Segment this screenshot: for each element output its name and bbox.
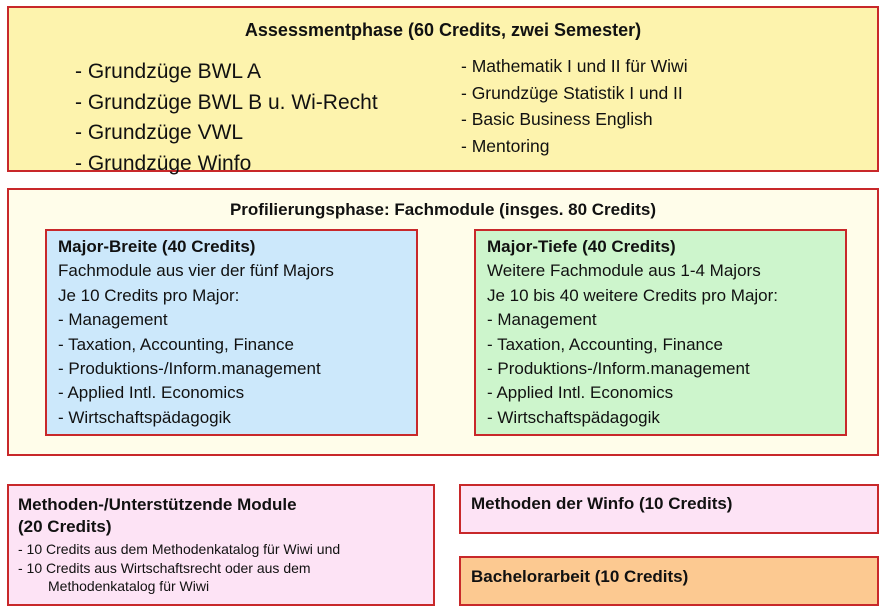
major-breite-line1: Fachmodule aus vier der fünf Majors (58, 261, 334, 281)
assessment-left-list (75, 57, 378, 179)
list-item: - Management (58, 310, 168, 330)
list-item: - Taxation, Accounting, Finance (487, 334, 723, 354)
assessment-phase-box (7, 6, 879, 175)
list-item: - Basic Business English (461, 109, 653, 129)
assessment-right-list (461, 53, 688, 159)
major-breite-line2: Je 10 Credits pro Major: (58, 285, 240, 305)
list-item: - 10 Credits aus dem Methodenkatalog für Wiwi und (18, 541, 341, 557)
winfo-title: Methoden der Winfo (10 Credits) (471, 494, 733, 513)
major-breite-box (45, 229, 418, 436)
methoden-title-line2: (20 Credits) (18, 517, 112, 536)
bachelorarbeit-box (459, 556, 879, 606)
bachelor-title: Bachelorarbeit (10 Credits) (471, 567, 689, 586)
list-item: - Grundzüge BWL A (75, 60, 261, 83)
major-tiefe-list (487, 308, 845, 430)
major-breite-title: Major-Breite (40 Credits) (58, 237, 256, 256)
list-item: - Produktions-/Inform.management (58, 359, 321, 379)
methoden-winfo-box (459, 484, 879, 534)
list-item: - Grundzüge Statistik I und II (461, 82, 683, 103)
list-item: - Grundzüge VWL (75, 121, 244, 144)
list-item: - Wirtschaftspädagogik (58, 407, 231, 427)
major-breite-list (58, 308, 416, 430)
list-item: - Applied Intl. Economics (487, 383, 674, 403)
list-item: - 10 Credits aus Wirtschaftsrecht oder aus dem (18, 559, 311, 576)
list-item: - Produktions-/Inform.management (487, 359, 750, 379)
list-item: - Applied Intl. Economics (58, 383, 245, 403)
major-tiefe-box (474, 229, 847, 436)
list-item: - Mentoring (461, 135, 550, 156)
major-tiefe-line1: Weitere Fachmodule aus 1-4 Majors (487, 261, 761, 281)
list-item-continuation: Methodenkatalog für Wiwi (48, 578, 210, 594)
methoden-title-line1: Methoden-/Unterstützende Module (18, 495, 297, 514)
list-item: - Mathematik I und II für Wiwi (461, 56, 688, 76)
major-tiefe-line2: Je 10 bis 40 weitere Credits pro Major: (487, 285, 779, 305)
list-item: - Grundzüge BWL B u. Wi-Recht (75, 90, 378, 114)
methoden-module-box (7, 484, 435, 606)
list-item: - Grundzüge Winfo (75, 151, 252, 175)
major-tiefe-title: Major-Tiefe (40 Credits) (487, 237, 676, 256)
list-item: - Taxation, Accounting, Finance (58, 334, 294, 354)
list-item: - Management (487, 310, 597, 330)
assessment-title: Assessmentphase (60 Credits, zwei Semester) (244, 20, 642, 40)
profilierung-title: Profilierungsphase: Fachmodule (insges. 80 Credits) (229, 200, 657, 219)
methoden-list (18, 540, 340, 596)
list-item: - Wirtschaftspädagogik (487, 407, 660, 427)
